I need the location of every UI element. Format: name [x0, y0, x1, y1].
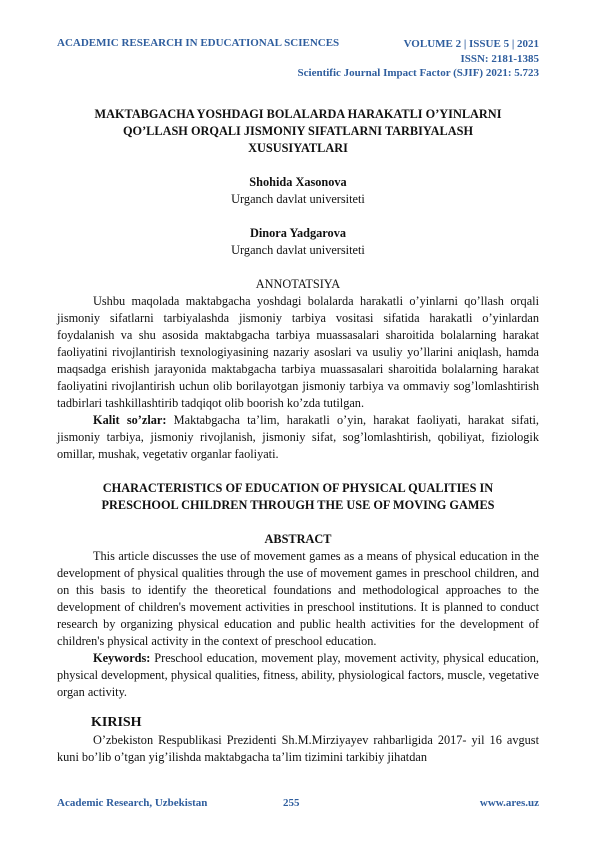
title-en-line: PRESCHOOL CHILDREN THROUGH THE USE OF MOVING GAMES: [101, 498, 495, 512]
keywords-en: [57, 650, 539, 701]
article-body: [57, 106, 539, 766]
keywords-uz-text: Maktabgacha ta’lim, harakatli o’yin, harakat faoliyati, harakat sifati, jismoniy tarbiya, jismoniy rivojlanish, jismoniy sifat, sog’lomlashtirish, qobiliyat, fiziologik omillar, mushak, vegetativ organlar faoliyati.: [57, 413, 539, 461]
author-name: Shohida Xasonova: [249, 175, 347, 189]
title-uz-line: MAKTABGACHA YOSHDAGI BOLALARDA HARAKATLI O’YINLARNI: [94, 107, 502, 121]
journal-meta: [298, 37, 539, 81]
volume-issue: VOLUME 2 | ISSUE 5 | 2021: [403, 38, 539, 50]
issn: ISSN: 2181-1385: [460, 52, 539, 65]
page-number: 255: [283, 797, 300, 809]
journal-name: ACADEMIC RESEARCH IN EDUCATIONAL SCIENCES: [57, 37, 340, 49]
article-title-en: [57, 480, 539, 514]
title-uz-line: QO’LLASH ORQALI JISMONIY SIFATLARNI TARBIYALASH: [122, 124, 474, 138]
keywords-en-label: Keywords:: [93, 651, 151, 665]
kirish-text: O’zbekiston Respublikasi Prezidenti Sh.M.Mirziyayev rahbarligida 2017- yil 16 avgust kuni bo’lib o’tgan yig’ilishda maktabgacha ta’lim tizimini tarkibiy jihatdan: [57, 733, 539, 764]
author-affiliation: Urganch davlat universiteti: [231, 192, 365, 206]
footer-journal: Academic Research, Uzbekistan: [57, 797, 208, 809]
keywords-uz: [57, 412, 539, 463]
keywords-uz-label: Kalit so’zlar:: [93, 413, 167, 427]
footer-website[interactable]: www.ares.uz: [479, 797, 539, 809]
abstract-heading: ABSTRACT: [264, 532, 332, 546]
annotatsiya-text: Ushbu maqolada maktabgacha yoshdagi bolalarda harakatli o’yinlarni qo’llash orqali jismoniy sifatlarni tarbiyalashda jismoniy tarbiya vositasi sifatida harakatli o’yinlardan foydalanish va shu asosida maktabgacha tarbiya muassasalari sharoitida bolalarning harakat faoliyatini rivojlantirish texnologiyasining nazariy asoslari va usuliy yo’llarini aniqlash, hamda maqsadga erishish jarayonida maktabgacha tarbiya muassasalari sharoitida bolalarning harakat faoliyatini rivojlantirish uchun olib borilayotgan jismoniy tarbiya va ommaviy sog’lomlashtirish tadbirlari tashkillashtirib tadqiqot olib boorish ko’zda tutilgan.: [57, 294, 539, 410]
annotatsiya-heading: ANNOTATSIYA: [255, 277, 341, 291]
impact-factor: Scientific Journal Impact Factor (SJIF) 2021: 5.723: [297, 67, 539, 79]
author-affiliation: Urganch davlat universiteti: [231, 243, 365, 257]
abstract-text: This article discusses the use of movement games as a means of physical education in the development of physical qualities through the use of movement games in preschool children, and on this basis to identify the theoretical foundations and methodological approaches to the development of children's movement activities in preschool institutions. It is planned to conduct research by organizing physical education and public health activities for the development of children's physical activity in the context of preschool education.: [57, 549, 539, 648]
author-name: Dinora Yadgarova: [250, 226, 346, 240]
kirish-heading: KIRISH: [91, 715, 142, 730]
keywords-en-text: Preschool education, movement play, movement activity, physical education, physical development, physical qualities, fitness, ability, physiological factors, muscle, vegetative organ activity.: [57, 651, 539, 699]
title-uz-line: XUSUSIYATLARI: [248, 141, 348, 155]
title-en-line: CHARACTERISTICS OF EDUCATION OF PHYSICAL QUALITIES IN: [102, 481, 494, 495]
article-title-uz: [57, 106, 539, 157]
